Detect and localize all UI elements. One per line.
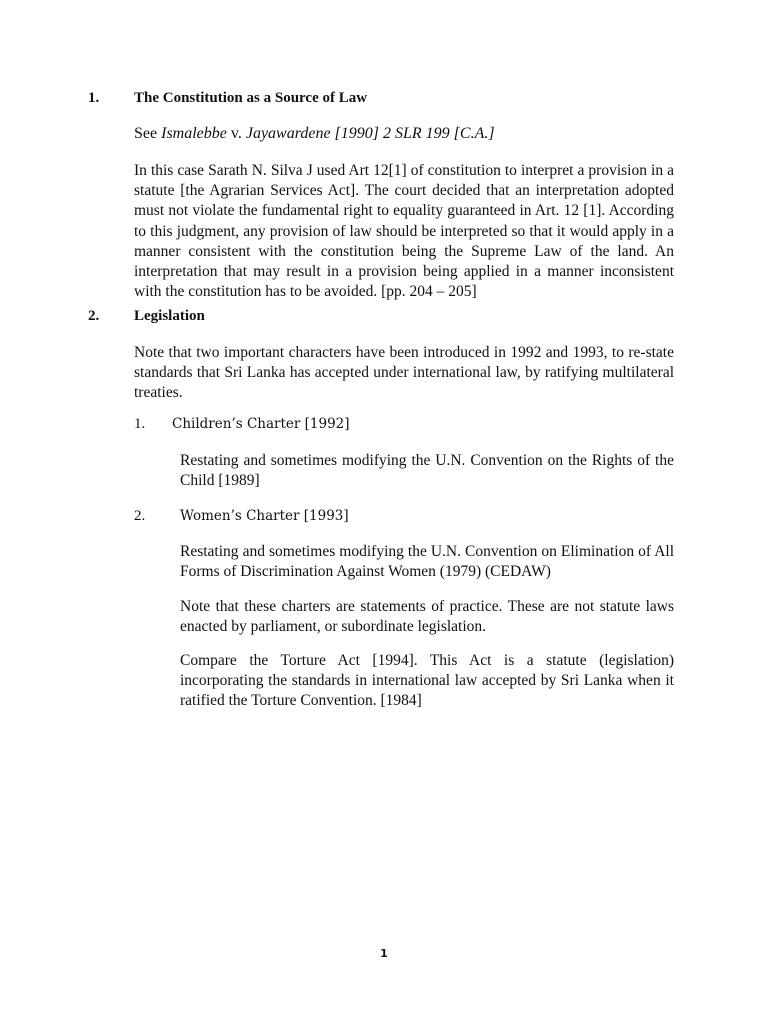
torture-act-comparison: Compare the Torture Act [1994]. This Act is a statute (legislation) incorporating the standards in international law accepted by Sri Lanka when it ratified the Torture Convention. [1984] xyxy=(180,652,674,710)
list-item-2-label: Women’s Charter [1993] xyxy=(180,508,349,524)
section-1-title: The Constitution as a Source of Law xyxy=(134,90,368,106)
list-item-1-label: Children’s Charter [1992] xyxy=(172,416,350,432)
page-number: 1 xyxy=(380,947,388,960)
section-2-number: 2. xyxy=(88,308,100,324)
list-item-1-number: 1. xyxy=(134,416,146,432)
section-1-number: 1. xyxy=(88,90,100,106)
citation-prefix: See xyxy=(134,125,162,142)
list-item-1-description: Restating and sometimes modifying the U.N. Convention on the Rights of the Child [1989] xyxy=(180,452,674,490)
list-item-2-description: Restating and sometimes modifying the U.N. Convention on Elimination of All Forms of Discrimination Against Women (1979) (CEDAW) xyxy=(180,543,674,581)
citation-party-2: Jayawardene [1990] 2 SLR 199 [C.A.] xyxy=(245,125,495,142)
section-2-title: Legislation xyxy=(134,308,205,324)
section-1-paragraph: In this case Sarath N. Silva J used Art 12[1] of constitution to interpret a provision in a statute [the Agrarian Services Act]. The court decided that an interpretation adopted must not violate the fundamental right to equality guaranteed in Art. 12 [1]. According to this judgment, any provision of law should be interpreted so that it would apply in a manner consistent with the constitution being the Supreme Law of the land. An interpretation that may result in a provision being applied in a manner inconsistent with the constitution has to be avoided. [pp. 204 – 205] xyxy=(134,162,674,301)
charters-note: Note that these charters are statements of practice. These are not statute laws enacted by parliament, or subordinate legislation. xyxy=(180,598,674,636)
section-2-intro: Note that two important characters have been introduced in 1992 and 1993, to re-state standards that Sri Lanka has accepted under international law, by ratifying multilateral treaties. xyxy=(134,344,674,402)
citation-versus: v. xyxy=(226,125,246,142)
citation-party-1: Ismalebbe xyxy=(161,125,227,142)
list-item-2-number: 2. xyxy=(134,508,146,524)
case-citation xyxy=(134,124,495,144)
